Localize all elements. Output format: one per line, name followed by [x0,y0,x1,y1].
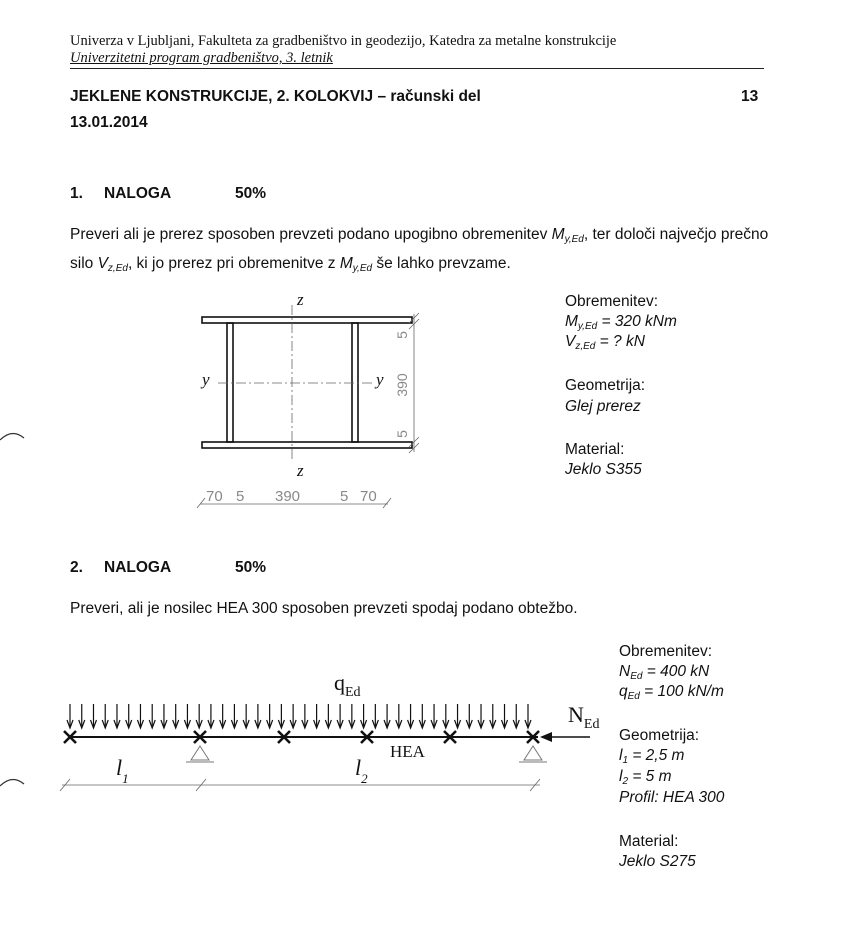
task2-load-distributed: $q_{Ed} = 100$ kN/m [619,683,724,702]
task1-text-d: še lahko prevzame. [372,255,511,272]
task2-geom-l1: $l_1 = 2,5$ m [619,747,685,766]
axis-y-right: y [376,370,384,389]
task2-geom-profile: Profil: HEA 300 [619,789,725,806]
task2-geom-l2: $l_2 = 5$ m [619,768,672,787]
q-label: $q_{Ed}$ [334,670,361,700]
dim-v-web: 390 [394,373,410,397]
task2-label: NALOGA [104,559,172,576]
task1-sym-v: $V_{z,Ed}$ [97,255,128,274]
task1-text-a: Preveri ali je prerez sposoben prevzeti podano upogibno obremenitev [70,226,552,243]
exam-date: 13.01.2014 [70,114,148,131]
task1-load-moment: $M_{y,Ed} = 320$ kNm [565,313,677,332]
span-l2-label: $l_2$ [355,755,368,786]
axis-z-bottom: z [297,461,304,480]
task2-material-value: Jeklo S275 [619,853,696,870]
binder-hole-lower [0,779,24,786]
task2-number: 2. [70,559,83,576]
beam-profile-label: HEA [390,742,425,761]
dim-h-3: 390 [275,488,301,505]
task1-material-value: Jeklo S355 [565,461,642,478]
task2-text: Preveri, ali je nosilec HEA 300 sposoben prevzeti spodaj podano obtežbo. [70,600,578,617]
task2-load-axial: $N_{Ed} = 400$ kN [619,663,710,682]
task1-weight: 50% [235,185,267,202]
dim-v-bottom-flange: 5 [394,430,410,438]
axis-z-top: z [297,290,304,309]
exam-title: JEKLENE KONSTRUKCIJE, 2. KOLOKVIJ – računski del [70,88,481,105]
university-header: Univerza v Ljubljani, Fakulteta za gradbeništvo in geodezijo, Katedra za metalne konstrukcije [70,33,617,49]
span-l1-label: $l_1$ [116,755,129,786]
dim-h-1: 70 [206,488,223,505]
task1-number: 1. [70,185,83,202]
task1-label: NALOGA [104,185,172,202]
task1-geom-value: Glej prerez [565,398,641,415]
task1-load-heading: Obremenitev: [565,293,659,310]
task1-material-heading: Material: [565,441,625,458]
task2-load-heading: Obremenitev: [619,643,713,660]
program-header: Univerzitetni program gradbeništvo, 3. letnik [70,50,333,66]
dim-v-top-flange: 5 [394,331,410,339]
page-number: 13 [741,88,759,105]
task2-geom-heading: Geometrija: [619,727,700,744]
dim-h-2: 5 [236,488,245,505]
dim-h-4: 5 [340,488,349,505]
task1-sym-m: $M_{y,Ed}$ [551,226,584,245]
task2-material-heading: Material: [619,833,679,850]
task2-weight: 50% [235,559,267,576]
axis-y-left: y [202,370,210,389]
n-label: $N_{Ed}$ [568,702,600,732]
task1-geom-heading: Geometrija: [565,377,646,394]
task1-text-c: , ki jo prerez pri obremenitve z [127,255,340,272]
task1-sym-m2: $M_{y,Ed}$ [339,255,373,274]
dim-h-5: 70 [360,488,377,505]
task1-load-shear: $V_{z,Ed}$ = ? kN [565,333,645,352]
binder-hole-upper [0,433,24,440]
task1-text-b: , ter določi največjo prečno silo [70,226,769,272]
